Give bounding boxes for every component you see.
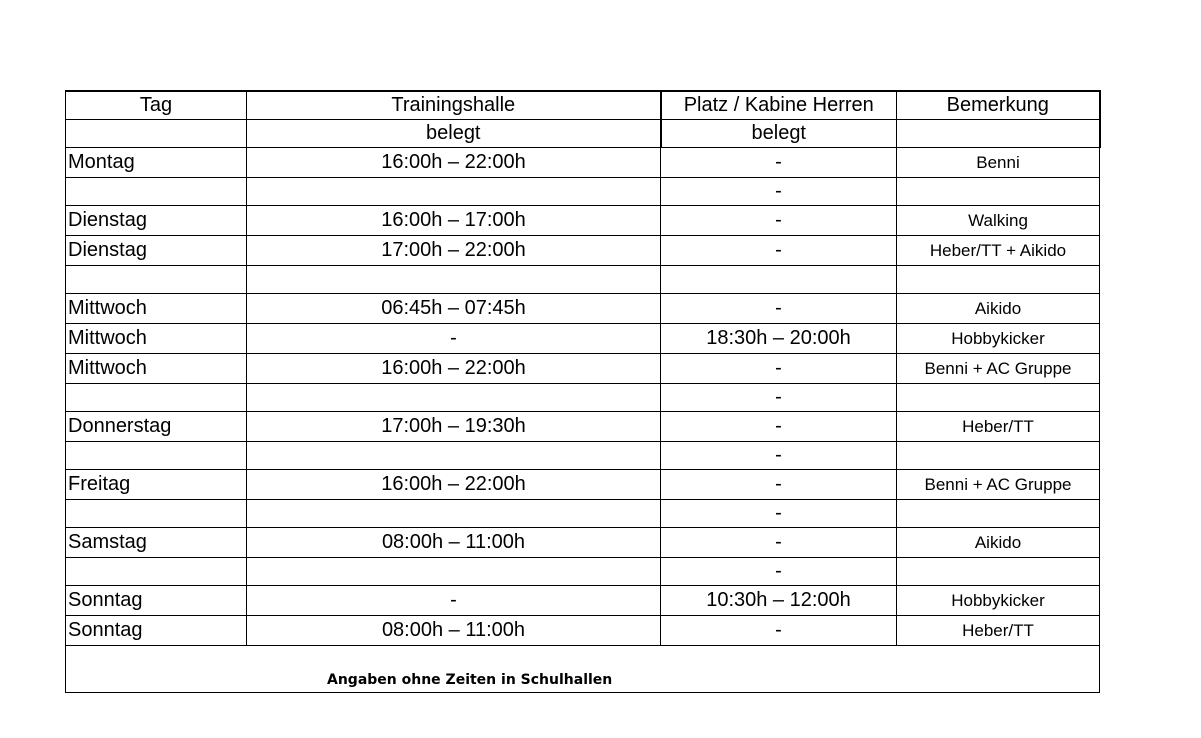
table-row [66, 528, 1100, 558]
table-row [66, 500, 1100, 528]
cell-tag: Dienstag [66, 236, 247, 266]
cell-tag: Sonntag [66, 616, 247, 646]
cell-platz: - [661, 178, 897, 206]
cell-tag [66, 266, 247, 294]
cell-tag [66, 558, 247, 586]
cell-platz: - [661, 470, 897, 500]
cell-bemerkung: Heber/TT [897, 412, 1100, 442]
cell-halle: 16:00h – 22:00h [247, 148, 661, 178]
subheader-platz: belegt [661, 120, 897, 148]
cell-platz: - [661, 412, 897, 442]
cell-tag [66, 500, 247, 528]
cell-bemerkung [897, 500, 1100, 528]
cell-bemerkung: Hobbykicker [897, 324, 1100, 354]
cell-halle: - [247, 586, 661, 616]
cell-halle [247, 500, 661, 528]
cell-halle [247, 558, 661, 586]
header-bemerkung: Bemerkung [897, 91, 1100, 120]
cell-bemerkung: Benni + AC Gruppe [897, 354, 1100, 384]
cell-bemerkung [897, 178, 1100, 206]
cell-bemerkung: Heber/TT [897, 616, 1100, 646]
header-trainingshalle: Trainingshalle [247, 91, 661, 120]
cell-halle [247, 178, 661, 206]
table-row [66, 384, 1100, 412]
cell-halle [247, 384, 661, 412]
table-row [66, 558, 1100, 586]
table-row [66, 586, 1100, 616]
cell-platz: - [661, 206, 897, 236]
cell-platz: - [661, 384, 897, 412]
cell-platz: - [661, 148, 897, 178]
cell-tag [66, 442, 247, 470]
footer-row [66, 646, 1100, 693]
cell-tag: Freitag [66, 470, 247, 500]
header-row [66, 91, 1100, 120]
schedule-table [65, 90, 1101, 693]
cell-halle: 17:00h – 19:30h [247, 412, 661, 442]
cell-tag: Samstag [66, 528, 247, 558]
header-tag: Tag [66, 91, 247, 120]
cell-tag: Sonntag [66, 586, 247, 616]
cell-platz: - [661, 442, 897, 470]
table-row [66, 616, 1100, 646]
cell-platz: 18:30h – 20:00h [661, 324, 897, 354]
cell-platz: - [661, 294, 897, 324]
subheader-halle: belegt [247, 120, 661, 148]
cell-bemerkung: Hobbykicker [897, 586, 1100, 616]
cell-bemerkung: Heber/TT + Aikido [897, 236, 1100, 266]
cell-bemerkung [897, 266, 1100, 294]
cell-tag: Mittwoch [66, 354, 247, 384]
cell-platz: - [661, 558, 897, 586]
subheader-tag [66, 120, 247, 148]
cell-tag [66, 384, 247, 412]
cell-bemerkung [897, 558, 1100, 586]
cell-tag: Mittwoch [66, 324, 247, 354]
subheader-row [66, 120, 1100, 148]
table-row [66, 148, 1100, 178]
cell-platz: - [661, 236, 897, 266]
cell-bemerkung: Aikido [897, 294, 1100, 324]
table-row [66, 442, 1100, 470]
footer-cell [66, 646, 1100, 693]
cell-platz: - [661, 616, 897, 646]
cell-halle [247, 442, 661, 470]
cell-halle: 16:00h – 22:00h [247, 354, 661, 384]
cell-tag: Donnerstag [66, 412, 247, 442]
table-row [66, 266, 1100, 294]
cell-halle: 16:00h – 22:00h [247, 470, 661, 500]
cell-halle [247, 266, 661, 294]
cell-bemerkung [897, 442, 1100, 470]
cell-halle: 08:00h – 11:00h [247, 528, 661, 558]
cell-halle: 16:00h – 17:00h [247, 206, 661, 236]
cell-platz: 10:30h – 12:00h [661, 586, 897, 616]
cell-halle: 06:45h – 07:45h [247, 294, 661, 324]
cell-bemerkung: Aikido [897, 528, 1100, 558]
table-row [66, 206, 1100, 236]
table-row [66, 354, 1100, 384]
cell-platz [661, 266, 897, 294]
footnote-text: Angaben ohne Zeiten in Schulhallen [327, 672, 613, 688]
cell-platz: - [661, 500, 897, 528]
cell-bemerkung: Benni + AC Gruppe [897, 470, 1100, 500]
cell-bemerkung [897, 384, 1100, 412]
schedule-sheet [65, 90, 1099, 693]
table-row [66, 324, 1100, 354]
cell-halle: 08:00h – 11:00h [247, 616, 661, 646]
cell-bemerkung: Walking [897, 206, 1100, 236]
cell-tag: Montag [66, 148, 247, 178]
table-row [66, 412, 1100, 442]
cell-halle: 17:00h – 22:00h [247, 236, 661, 266]
cell-tag [66, 178, 247, 206]
table-row [66, 236, 1100, 266]
cell-tag: Dienstag [66, 206, 247, 236]
table-row [66, 294, 1100, 324]
cell-tag: Mittwoch [66, 294, 247, 324]
subheader-bemerkung [897, 120, 1100, 148]
cell-halle: - [247, 324, 661, 354]
table-row [66, 178, 1100, 206]
cell-platz: - [661, 354, 897, 384]
cell-bemerkung: Benni [897, 148, 1100, 178]
table-row [66, 470, 1100, 500]
header-platz-kabine: Platz / Kabine Herren [661, 91, 897, 120]
cell-platz: - [661, 528, 897, 558]
